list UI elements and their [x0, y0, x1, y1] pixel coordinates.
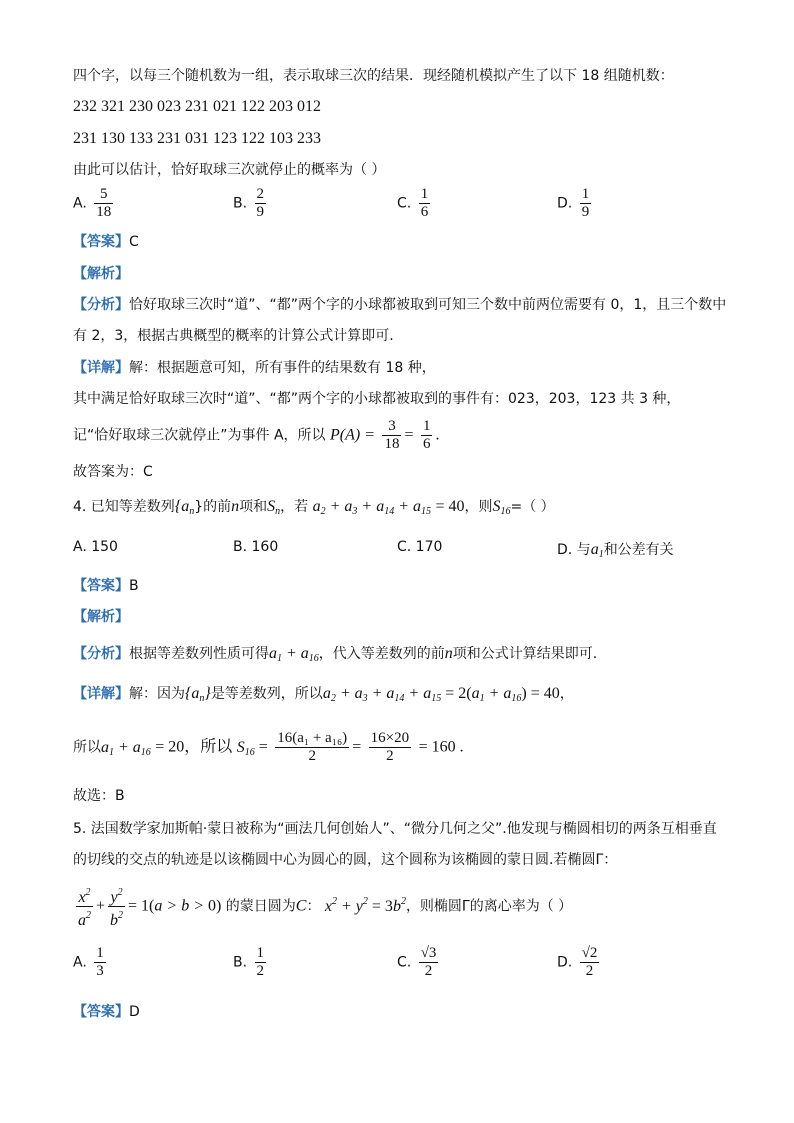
q3-detail-1 [73, 358, 436, 378]
denominator: 2 [424, 963, 433, 979]
denominator: 2 [585, 963, 594, 979]
q4-text: ，则 [464, 499, 493, 515]
denominator: 2 [308, 748, 316, 764]
fraction [94, 945, 106, 980]
denominator: 18 [384, 436, 400, 452]
fraction [419, 945, 439, 980]
q3-fenxi-2: 有 2，3，根据古典概型的概率的计算公式计算即可. [73, 328, 394, 344]
numerator: 2 [256, 186, 265, 202]
numerator: 3 [388, 418, 396, 434]
fraction [421, 418, 433, 453]
q4-conclusion: 故选：B [73, 788, 125, 804]
q5-option-c [397, 945, 441, 980]
option-label: A. [73, 195, 87, 212]
q5-option-d [557, 945, 602, 980]
sequence-symbol: {a [174, 498, 190, 515]
c-symbol: C [295, 897, 307, 915]
answer-tag: 【答案】 [73, 234, 129, 250]
numerator: 5 [99, 186, 108, 202]
detail-tag: 【详解】 [73, 360, 129, 376]
q3-option-a [73, 186, 116, 221]
random-numbers-row-2: 231 130 133 231 031 123 122 103 233 [73, 130, 321, 147]
analysis-tag: 【解析】 [73, 266, 129, 282]
detail-text: 是等差数列，所以 [210, 686, 323, 702]
q4-text: 项和 [239, 499, 268, 515]
numerator: √2 [581, 945, 598, 961]
denominator: 2 [256, 963, 265, 979]
option-label: C. [397, 954, 412, 971]
detail-text: 解：根据题意可知，所有事件的结果数有 18 种， [129, 360, 436, 376]
s-symbol: S [492, 498, 501, 515]
denominator: 2 [386, 748, 394, 764]
sn-symbol: $S_n$ [267, 498, 281, 517]
n-symbol: n [231, 498, 240, 515]
q4-condition-value: = 40 [435, 498, 465, 515]
q3-analysis-heading [73, 264, 129, 284]
detail-text: 所以 [73, 739, 101, 756]
numerator: 1 [420, 186, 429, 202]
probability-expr: P(A) = [330, 426, 375, 444]
random-numbers-row-1: 232 321 230 023 231 021 122 203 012 [73, 98, 321, 115]
option-label: D. [557, 954, 573, 971]
denominator: 3 [96, 963, 104, 979]
q4-text: }的前 [194, 499, 232, 515]
analysis-tag: 【解析】 [73, 609, 129, 625]
numerator: 1 [96, 945, 104, 961]
q3-option-b [233, 186, 269, 221]
answer-value: B [129, 578, 139, 594]
q4-text: ，若 [280, 499, 309, 515]
q3-question: 由此可以估计，恰好取球三次就停止的概率为（ ） [73, 162, 386, 178]
q3-option-d [557, 186, 594, 221]
q5-option-b [233, 945, 269, 980]
fenxi-tag: 【分析】 [73, 646, 129, 662]
answer-tag: 【答案】 [73, 578, 129, 594]
q4-option-a: A. 150 [73, 539, 118, 555]
q5-answer [73, 1002, 140, 1022]
answer-value: D [129, 1004, 140, 1020]
denominator: 9 [581, 204, 590, 220]
fraction [255, 186, 267, 221]
q5-text: ，则椭圆Γ的离心率为（ ） [405, 898, 573, 915]
fraction [580, 945, 600, 980]
q3-detail-3: 记“恰好取球三次就停止”为事件 A，所以 P(A) = $\frac{3}{18}$ = $\frac{1}{6}$ . [73, 418, 440, 452]
option-text: D. 与 [557, 542, 591, 558]
option-label: B. [233, 195, 248, 212]
q5-question-line-1: 5. 法国数学家加斯帕·蒙日被称为“画法几何创始人”、“微分几何之父”.他发现与椭圆相切的两条互相垂直 [73, 821, 717, 837]
q4-question [73, 497, 555, 522]
denominator: 18 [96, 204, 112, 220]
q4-text: 4. 已知等差数列 [73, 499, 175, 515]
q3-fenxi-1 [73, 295, 726, 315]
q3-answer [73, 232, 139, 252]
q3-option-c [397, 186, 433, 221]
fenxi-text: ，代入等差数列的前 [318, 646, 445, 662]
q5-question-line-3: $\frac{x^2}{a^2}$ + $\frac{y^2}{b^2}$ = 1(a > b > 0) 的蒙日圆为C： $x^2 + y^2 = 3b^2$，则椭圆Γ的离心率为（ ） [73, 884, 572, 929]
fraction: $\frac{x^2}{a^2}$ [78, 887, 91, 929]
fraction [419, 186, 431, 221]
q4-analysis-heading [73, 607, 129, 627]
fraction [369, 730, 411, 765]
numerator: 1 [422, 418, 431, 434]
fenxi-text: 恰好取球三次时“道”、“都”两个字的小球都被取到可知三个数中前两位需要有 0，1，且三个数中 [129, 297, 727, 313]
numerator: √3 [420, 945, 437, 961]
q4-detail-1: 【详解】解：因为$\{a_n\}$是等差数列，所以$a_2 + a_3 + a_{14} + a_{15} = 2(a_1 + a_{16}) = 40$， [73, 685, 574, 704]
fraction [94, 186, 113, 221]
q4-fenxi: 【分析】根据等差数列性质可得$a_1 + a_{16}$，代入等差数列的前n项和公式计算结果即可. [73, 645, 598, 664]
numerator: 16(a₁ + a₁₆) [277, 730, 348, 746]
fraction: $\frac{y^2}{b^2}$ [110, 887, 124, 929]
q4-detail-2: 所以$a_1 + a_{16} = 20$，所以 $S_{16}$ = $\frac{\text{16(a₁ + a₁₆)}}{2}$ = $\frac{16\times 20}{2}$ = 160 . [73, 730, 464, 764]
q5-option-a [73, 945, 109, 980]
denominator: 6 [420, 204, 429, 220]
q4-text: =（ ） [510, 499, 555, 515]
numerator: 1 [256, 945, 265, 961]
intro-text: 四个字，以每三个随机数为一组，表示取球三次的结果．现经随机模拟产生了以下 18 组随机数： [73, 68, 674, 84]
detail-text: 解：因为 [129, 686, 185, 702]
fenxi-text: 根据等差数列性质可得 [129, 646, 269, 662]
fraction [382, 418, 401, 453]
option-text: 和公差有关 [603, 542, 674, 558]
q5-question-line-2: 的切线的交点的轨迹是以该椭圆中心为圆心的圆，这个圆称为该椭圆的蒙日圆.若椭圆Γ： [73, 852, 618, 868]
detail-result: = 160 . [418, 738, 464, 756]
option-label: B. [233, 954, 248, 971]
q4-option-d: D. 与$a_1$和公差有关 [557, 541, 674, 560]
fenxi-tag: 【分析】 [73, 297, 129, 313]
numerator: 16×20 [370, 730, 410, 746]
option-label: C. [397, 195, 412, 212]
q4-condition-sum: $a_2 + a_3 + a_{14} + a_{15}$ [312, 498, 431, 517]
answer-tag: 【答案】 [73, 1004, 129, 1020]
fraction [275, 730, 349, 765]
q4-sequence: {$a_n$ [174, 498, 195, 517]
fenxi-text: 项和公式计算结果即可. [452, 646, 598, 662]
q3-detail-2: 其中满足恰好取球三次时“道”、“都”两个字的小球都被取到的事件有：023，203，123 共 3 种， [73, 391, 681, 407]
fraction [255, 945, 267, 980]
option-label: D. [557, 195, 573, 212]
numerator: 1 [581, 186, 590, 202]
detail-text: = 20，所以 [155, 738, 233, 756]
s16-symbol: $S_{16}$ [492, 498, 511, 517]
answer-value: C [129, 234, 139, 250]
denominator: 6 [422, 436, 431, 452]
denominator: 9 [256, 204, 265, 220]
q4-option-c: C. 170 [397, 539, 443, 555]
detail-text: 记“恰好取球三次就停止”为事件 A，所以 [73, 427, 326, 444]
option-label: A. [73, 954, 87, 971]
q5-text: 的蒙日圆为 [225, 898, 296, 915]
fraction [580, 186, 592, 221]
q3-conclusion: 故答案为：C [73, 464, 153, 480]
q4-answer [73, 576, 139, 596]
s-symbol: S [267, 498, 276, 515]
q4-option-b: B. 160 [233, 539, 279, 555]
detail-tag: 【详解】 [73, 686, 129, 702]
